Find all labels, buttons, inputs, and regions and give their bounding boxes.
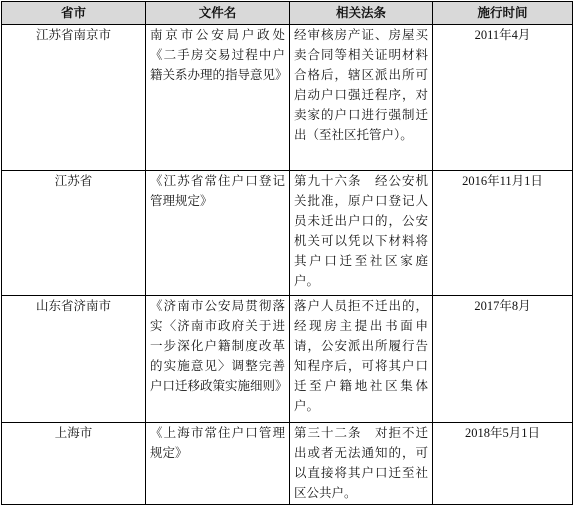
date-cell: 2017年8月	[433, 296, 573, 423]
document-cell: 《上海市常住户口管理规定》	[146, 423, 290, 505]
provision-cell: 第九十六条 经公安机关批准，原户口登记人员未迁出户口的，公安机关可以凭以下材料将其户口迁至社区家庭户。	[290, 171, 433, 296]
date-cell: 2018年5月1日	[433, 423, 573, 505]
document-cell: 《济南市公安局贯彻落实〈济南市政府关于进一步深化户籍制度改革的实施意见〉调整完善户口迁移政策实施细则》	[146, 296, 290, 423]
document-cell: 《江苏省常住户口登记管理规定》	[146, 171, 290, 296]
provision-cell: 第三十二条 对拒不迁出或者无法通知的，可以直接将其户口迁至社区公共户。	[290, 423, 433, 505]
province-cell: 江苏省	[2, 171, 146, 296]
date-cell: 2016年11月1日	[433, 171, 573, 296]
table-row	[2, 25, 573, 171]
header-provision: 相关法条	[290, 2, 433, 25]
header-row	[2, 2, 573, 25]
province-cell: 上海市	[2, 423, 146, 505]
table-row	[2, 171, 573, 296]
province-cell: 山东省济南市	[2, 296, 146, 423]
document-cell: 南京市公安局户政处《二手房交易过程中户籍关系办理的指导意见》	[146, 25, 290, 171]
provision-cell: 经审核房产证、房屋买卖合同等相关证明材料合格后，辖区派出所可启动户口强迁程序，对卖家的户口进行强制迁出（至社区托管户）。	[290, 25, 433, 171]
date-cell: 2011年4月	[433, 25, 573, 171]
header-date: 施行时间	[433, 2, 573, 25]
header-document: 文件名	[146, 2, 290, 25]
table-row	[2, 296, 573, 423]
policy-table	[1, 1, 573, 505]
header-province: 省市	[2, 2, 146, 25]
province-cell: 江苏省南京市	[2, 25, 146, 171]
provision-cell: 落户人员拒不迁出的，经现房主提出书面申请，公安派出所履行告知程序后，可将其户口迁至户籍地社区集体户。	[290, 296, 433, 423]
table-row	[2, 423, 573, 505]
